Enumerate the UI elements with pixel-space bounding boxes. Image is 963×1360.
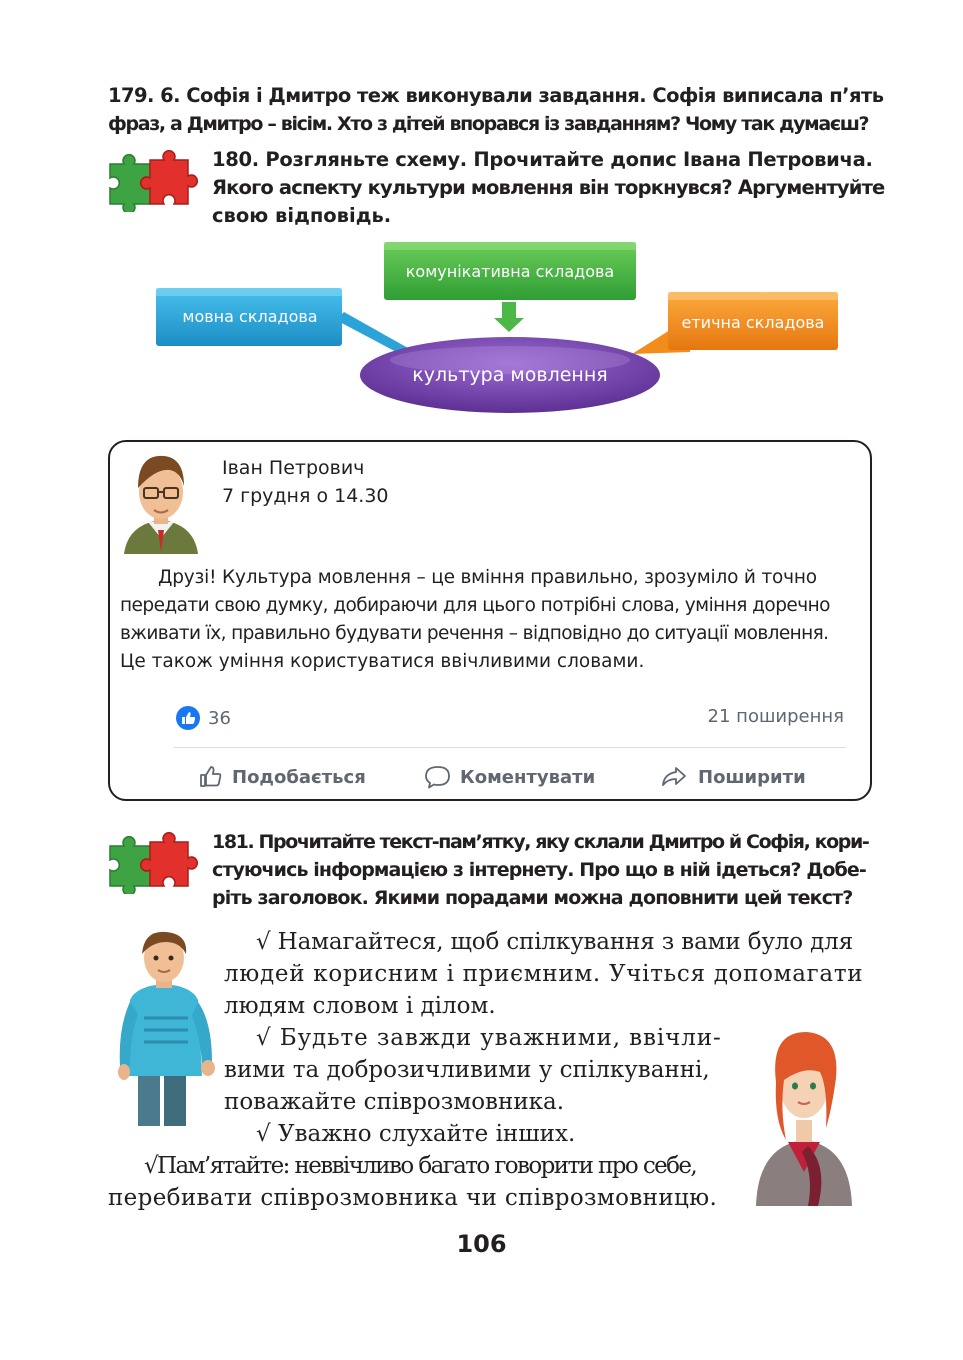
post-line: Друзі! Культура мовлення – це вміння правильно, зрозуміло й точно	[158, 567, 817, 588]
memo-line: √Пам’ятайте: неввічливо багато говорити про себе,	[144, 1153, 697, 1179]
like-count: 36	[208, 707, 231, 729]
diagram-node-left: мовна складова	[182, 306, 318, 326]
post-line: передати свою думку, добираючи для цього потрібні слова, уміння доречно	[120, 595, 830, 616]
share-button[interactable]	[660, 764, 806, 790]
task-180-line3: свою відповідь.	[212, 204, 392, 227]
puzzle-icon	[106, 150, 198, 212]
memo-line: людей корисним і приємним. Учіться допомагати	[224, 961, 864, 987]
like-count-badge[interactable]	[176, 706, 231, 730]
memo-text	[108, 926, 874, 1214]
arrow-left	[336, 312, 408, 356]
arrow-top	[494, 302, 524, 332]
page-number: 106	[456, 1230, 507, 1258]
task-181-line3: ріть заголовок. Якими порадами можна доповнити цей текст?	[212, 887, 853, 909]
task-181	[212, 828, 874, 912]
post-divider	[174, 747, 846, 748]
thumbs-up-icon	[198, 764, 224, 790]
task-180-line2: Якого аспекту культури мовлення він торкнувся? Аргументуйте	[212, 176, 885, 199]
post-line: Це також уміння користуватися ввічливими словами.	[120, 651, 645, 672]
memo-line: √ Будьте завжди уважними, ввічли-	[256, 1025, 722, 1051]
like-button[interactable]	[198, 764, 366, 790]
share-count[interactable]: 21 поширення	[707, 706, 844, 727]
comment-button[interactable]	[424, 764, 595, 790]
task-181-line1: 181. Прочитайте текст-пам’ятку, яку склали Дмитро й Софія, кори-	[212, 831, 869, 853]
task-179-line1: 179. 6. Софія і Дмитро теж виконували завдання. Софія виписала п’ять	[108, 84, 884, 107]
puzzle-icon	[106, 832, 198, 894]
share-arrow-icon	[660, 764, 688, 790]
post-body	[120, 564, 862, 676]
comment-icon	[424, 764, 452, 790]
task-180-line1: 180. Розгляньте схему. Прочитайте допис Івана Петровича.	[212, 148, 873, 171]
post-line: вживати їх, правильно будувати речення – відповідно до ситуації мовлення.	[120, 623, 829, 644]
memo-line: √ Уважно слухайте інших.	[256, 1121, 576, 1147]
post-date[interactable]: 7 грудня о 14.30	[222, 485, 389, 507]
like-circle-icon	[176, 706, 200, 730]
post-author[interactable]: Іван Петрович	[222, 457, 365, 479]
memo-line: поважайте співрозмовника.	[224, 1089, 565, 1115]
social-post	[108, 440, 872, 801]
task-181-line2: стуючись інформацією з інтернету. Про що в ній ідеться? Добе-	[212, 859, 866, 881]
memo-line: перебивати співрозмовника чи співрозмовницю.	[108, 1185, 718, 1211]
diagram-node-center: культура мовлення	[412, 364, 608, 386]
diagram-node-top: комунікативна складова	[405, 261, 615, 281]
memo-line: вими та доброзичливими у спілкуванні,	[224, 1057, 710, 1083]
memo-line: людям словом і ділом.	[224, 993, 496, 1019]
task-180	[212, 146, 885, 230]
task-179-line2: фраз, а Дмитро – вісім. Хто з дітей впорався із завданням? Чому так думаєш?	[108, 113, 869, 135]
teacher-avatar	[118, 450, 204, 554]
task-179	[108, 82, 884, 138]
like-button-label: Подобається	[232, 766, 366, 788]
diagram-node-right: етична складова	[681, 312, 825, 332]
memo-line: √ Намагайтеся, щоб спілкування з вами було для	[256, 929, 853, 955]
comment-button-label: Коментувати	[460, 766, 596, 788]
share-button-label: Поширити	[698, 766, 806, 788]
